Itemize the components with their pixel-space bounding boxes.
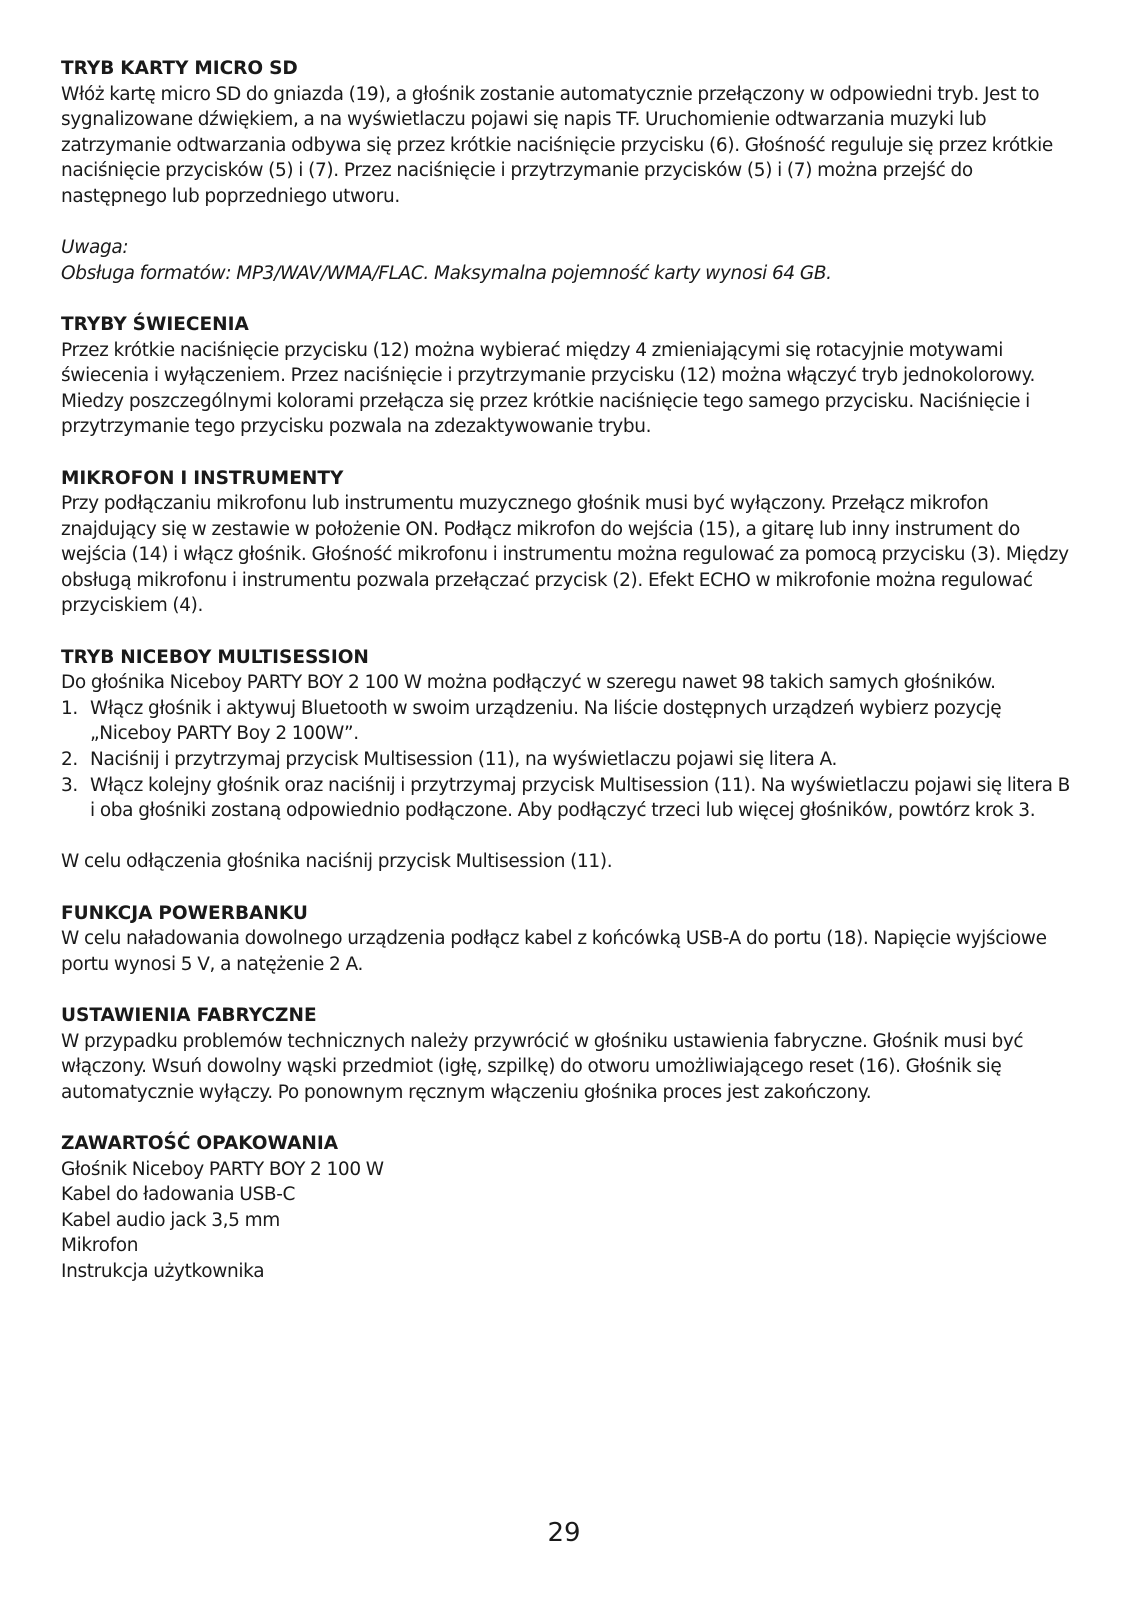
section-intro: Do głośnika Niceboy PARTY BOY 2 100 W można podłączyć w szeregu nawet 98 takich samych głośników. [61,672,996,694]
section-heading: FUNKCJA POWERBANKU [61,902,308,924]
list-item [61,773,1073,824]
package-item: Głośnik Niceboy PARTY BOY 2 100 W [61,1158,384,1180]
section-package-contents [61,1131,1073,1285]
list-item [61,696,1073,747]
section-microphone-instruments [61,466,1073,620]
section-text: Przez krótkie naciśnięcie przycisku (12) można wybierać między 4 zmieniającymi się rotacyjnie motywami świecenia i wyłączeniem. Przez naciśnięcie i przytrzymanie przycisku (12) można włączyć tryb jednokolorowy. Miedzy poszczególnymi kolorami przełącza się przez krótkie naciśnięcie tego samego przycisku. Naciśnięcie i przytrzymanie tego przycisku pozwala na zdezaktywowanie trybu. [61,339,1036,438]
step-text: Naciśnij i przytrzymaj przycisk Multisession (11), na wyświetlaczu pojawi się litera A. [90,749,838,771]
page-number: 29 [547,1518,581,1548]
section-heading: ZAWARTOŚĆ OPAKOWANIA [61,1132,339,1154]
steps-list [61,696,1073,824]
section-powerbank [61,901,1073,978]
section-heading: USTAWIENIA FABRYCZNE [61,1004,317,1026]
manual-page [61,56,1073,1310]
package-item: Kabel do ładowania USB-C [61,1184,296,1206]
section-heading: TRYB KARTY MICRO SD [61,58,298,79]
package-item: Kabel audio jack 3,5 mm [61,1209,280,1231]
section-heading: TRYBY ŚWIECENIA [61,313,249,335]
step-text: Włącz głośnik i aktywuj Bluetooth w swoim urządzeniu. Na liście dostępnych urządzeń wybierz pozycję „Niceboy PARTY Boy 2 100W”. [90,697,1002,745]
package-item: Instrukcja użytkownika [61,1260,265,1282]
section-heading: MIKROFON I INSTRUMENTY [61,467,344,489]
section-text: W celu naładowania dowolnego urządzenia podłącz kabel z końcówką USB-A do portu (18). Napięcie wyjściowe portu wynosi 5 V, a natężenie 2 A. [61,928,1047,975]
step-number: 2. [61,749,78,771]
step-number: 3. [61,774,78,796]
section-heading: TRYB NICEBOY MULTISESSION [61,646,369,668]
note-block [61,235,1073,286]
section-outro: W celu odłączenia głośnika naciśnij przycisk Multisession (11). [61,851,613,873]
step-number: 1. [61,697,78,719]
note-text: Obsługa formatów: MP3/WAV/WMA/FLAC. Maksymalna pojemność karty wynosi 64 GB. [61,262,832,284]
section-text: W przypadku problemów technicznych należy przywrócić w głośniku ustawienia fabryczne. Głośnik musi być włączony. Wsuń dowolny wąski przedmiot (igłę, szpilkę) do otworu umożliwiającego reset (16). Głośnik się automatycznie wyłączy. Po ponownym ręcznym włączeniu głośnika proces jest zakończony. [61,1030,1024,1103]
section-lighting-modes [61,312,1073,440]
section-text: Przy podłączaniu mikrofonu lub instrumentu muzycznego głośnik musi być wyłączony. Przełącz mikrofon znajdujący się w zestawie w położenie ON. Podłącz mikrofon do wejścia (15), a gitarę lub inny instrument do wejścia (14) i włącz głośnik. Głośność mikrofonu i instrumentu można regulować za pomocą przycisku (3). Między obsługą mikrofonu i instrumentu pozwala przełączać przycisk (2). Efekt ECHO w mikrofonie można regulować przyciskiem (4). [61,493,1069,617]
section-multisession [61,645,1073,875]
section-micro-sd [61,56,1073,210]
note-label: Uwaga: [61,237,129,259]
section-text: Włóż kartę micro SD do gniazda (19), a głośnik zostanie automatycznie przełączony w odpowiedni tryb. Jest to sygnalizowane dźwiękiem, a na wyświetlaczu pojawi się napis TF. Uruchomienie odtwarzania muzyki lub zatrzymanie odtwarzania odbywa się przez krótkie naciśnięcie przycisku (6). Głośność reguluje się przez krótkie naciśnięcie przycisków (5) i (7). Przez naciśnięcie i przytrzymanie przycisków (5) i (7) można przejść do następnego lub poprzedniego utworu. [61,83,1053,207]
package-item: Mikrofon [61,1235,139,1257]
section-factory-reset [61,1003,1073,1105]
step-text: Włącz kolejny głośnik oraz naciśnij i przytrzymaj przycisk Multisession (11). Na wyświetlaczu pojawi się litera B i oba głośniki zostaną odpowiednio podłączone. Aby podłączyć trzeci lub więcej głośników, powtórz krok 3. [90,774,1070,822]
list-item [61,747,1073,773]
